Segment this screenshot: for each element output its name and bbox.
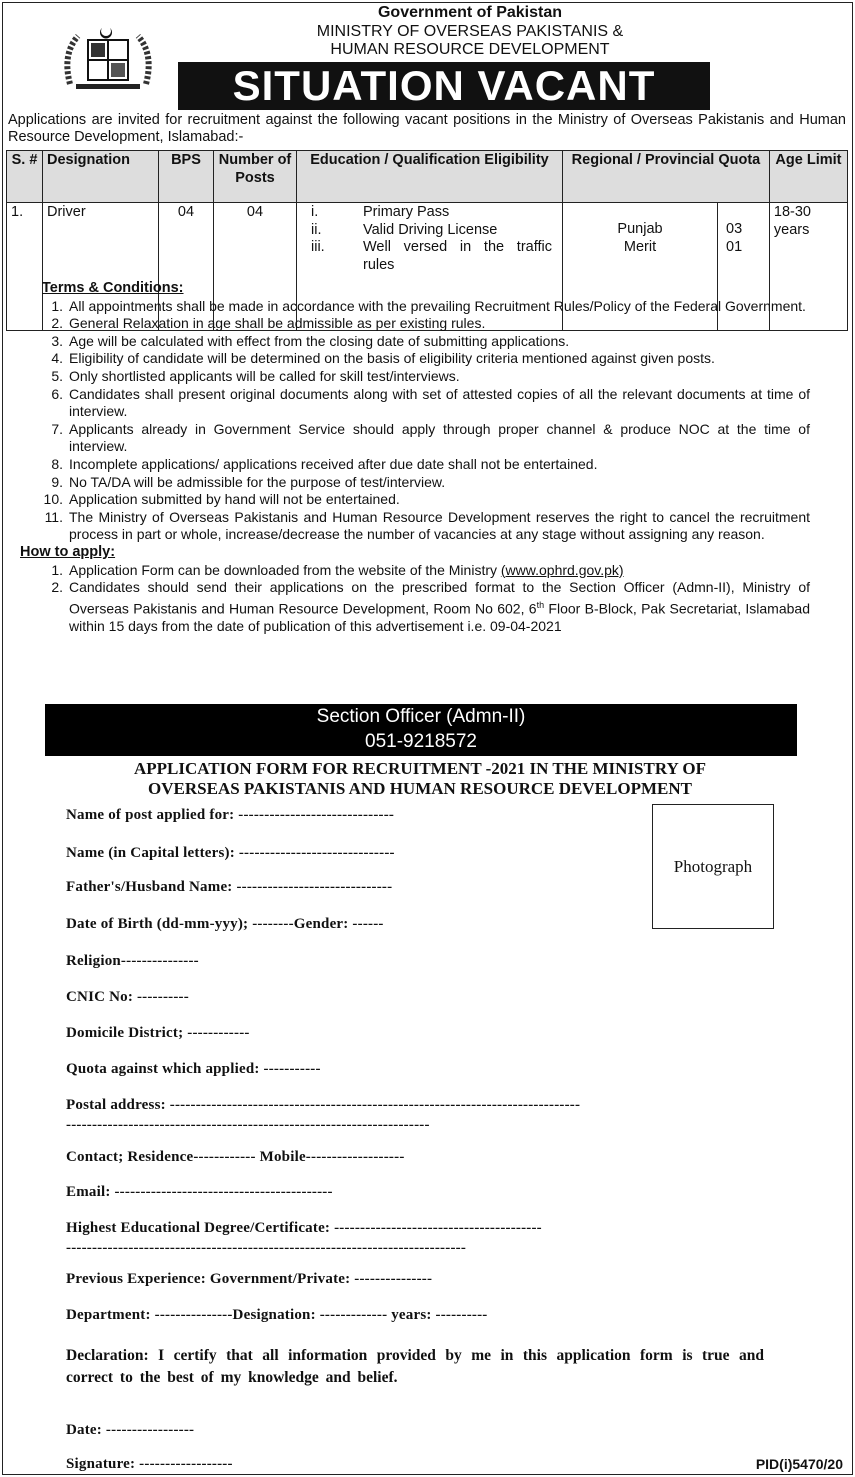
col-sno: S. #	[7, 151, 43, 203]
apply-step-2	[69, 579, 810, 635]
item-number: 6.	[51, 385, 63, 402]
ministry-line-2: HUMAN RESOURCE DEVELOPMENT	[330, 41, 610, 58]
col-education: Education / Qualification Eligibility	[297, 151, 563, 203]
apply-step-1: Application Form can be downloaded from the website of the Ministry	[69, 561, 497, 578]
officer-phone: 051-9218572	[365, 731, 477, 752]
col-bps: BPS	[159, 151, 214, 203]
form-field[interactable]: Email: ------------------------------------------	[66, 1184, 333, 1200]
list-item	[20, 350, 810, 368]
list-item	[20, 421, 810, 456]
item-text: Candidates shall present original documents along with set of attested copies of all the relevant documents at time of interview.	[69, 385, 810, 420]
col-quota: Regional / Provincial Quota	[563, 151, 770, 203]
col-posts: Number of Posts	[214, 151, 297, 203]
superscript: th	[536, 599, 545, 610]
form-field[interactable]: Postal address: -------------------------------------------------------------------------------	[66, 1097, 581, 1113]
list-item: 2. Candidates should send their applications on the prescribed format to the Section Officer (Admn-II), Ministry of Overseas Pakistanis and Human Resource Development, Room No 602, 6th Floor B-Block, Pak Secretariat, Islamabad within 15 days from the date of publication of this advertisement i.e. 09-04-2021	[51, 579, 810, 634]
ministry-line-1: MINISTRY OF OVERSEAS PAKISTANIS &	[316, 23, 624, 40]
col-age: Age Limit	[769, 151, 847, 203]
form-title-line-2: OVERSEAS PAKISTANIS AND HUMAN RESOURCE DEVELOPMENT	[148, 779, 692, 798]
officer-title: Section Officer (Admn-II)	[316, 706, 526, 727]
cell-posts: 04	[214, 203, 297, 331]
form-field[interactable]: Department: ---------------Designation: ------------- years: ----------	[66, 1307, 488, 1323]
item-text: General Relaxation in age shall be admissible as per existing rules.	[69, 315, 486, 332]
situation-vacant-banner: SITUATION VACANT	[178, 62, 710, 110]
list-item	[20, 386, 810, 421]
item-number: 11.	[44, 508, 63, 525]
form-field[interactable]: Previous Experience: Government/Private: ---------------	[66, 1271, 433, 1287]
form-field[interactable]: Name (in Capital letters): ------------------------------	[66, 845, 395, 861]
item-text: Eligibility of candidate will be determined on the basis of eligibility criteria mentioned against given posts.	[69, 350, 715, 367]
cell-sno: 1.	[7, 203, 43, 331]
item-text: Applicants already in Government Service should apply through proper channel & produce NOC at the time of interview.	[69, 420, 810, 455]
form-field[interactable]: Name of post applied for: ------------------------------	[66, 807, 395, 823]
signature-field[interactable]: Signature: ------------------	[66, 1456, 233, 1472]
qual-text: Valid Driving License	[363, 221, 498, 238]
item-number: 10.	[43, 491, 63, 508]
list-item	[20, 491, 810, 509]
item-text: Age will be calculated with effect from the closing date of submitting applications.	[69, 332, 570, 349]
item-text: Only shortlisted applicants will be called for skill test/interviews.	[69, 367, 460, 384]
item-text: Incomplete applications/ applications received after due date shall not be entertained.	[69, 455, 598, 472]
form-field[interactable]: Father's/Husband Name: ------------------------------	[66, 879, 393, 895]
qual-num: ii.	[311, 221, 322, 238]
form-field[interactable]: Date of Birth (dd-mm-yyy); --------Gender: ------	[66, 916, 384, 932]
declaration: Declaration: I certify that all information provided by me in this application form is true and correct to the best of my knowledge and belief.	[66, 1347, 764, 1386]
item-text: All appointments shall be made in accordance with the prevailing Recruitment Rules/Policy of the Federal Government.	[69, 297, 806, 314]
form-field[interactable]: Highest Educational Degree/Certificate: ----------------------------------------	[66, 1220, 542, 1236]
cell-bps: 04	[159, 203, 214, 331]
quota-region: Punjab	[617, 221, 663, 237]
state-emblem-icon	[60, 24, 156, 94]
terms-title: Terms & Conditions:	[42, 280, 184, 296]
item-number: 8.	[51, 455, 63, 472]
form-field[interactable]: Contact; Residence------------ Mobile-------------------	[66, 1149, 405, 1165]
qual-num: iii.	[311, 239, 325, 255]
qual-text: Well versed in the traffic rules	[363, 239, 552, 273]
list-item	[20, 298, 810, 316]
contact-banner	[45, 704, 797, 756]
qual-text: Primary Pass	[363, 204, 450, 220]
col-designation: Designation	[43, 151, 159, 203]
ministry-heading	[170, 23, 770, 59]
intro-text: Applications are invited for recruitment against the following vacant positions in the Ministry of Overseas Pakistanis and Human Resource Development, Islamabad:-	[8, 112, 846, 145]
form-field[interactable]: Quota against which applied: -----------	[66, 1061, 321, 1077]
form-field[interactable]: Domicile District; ------------	[66, 1025, 250, 1041]
cell-designation: Driver	[43, 203, 159, 331]
form-title-line-1: APPLICATION FORM FOR RECRUITMENT -2021 IN THE MINISTRY OF	[133, 759, 707, 778]
form-title	[60, 759, 780, 799]
website-link[interactable]: (www.ophrd.gov.pk)	[500, 561, 624, 578]
apply-step-2b: Floor B-Block, Pak Secretariat, Islamabad within 15 days from the date of publication of this advertisement i.e. 09-04-2021	[69, 600, 810, 634]
form-field[interactable]: CNIC No: ----------	[66, 989, 189, 1005]
pid-number: PID(i)5470/20	[755, 1456, 843, 1472]
quota-count: 03	[726, 221, 743, 237]
item-text: The Ministry of Overseas Pakistanis and Human Resource Development reserves the right to cancel the recruitment process in part or whole, increase/decrease the number of vacancies at any stage without assigning any reason.	[69, 508, 810, 543]
form-field[interactable]: ----------------------------------------------------------------------	[66, 1117, 430, 1133]
table-header-row	[7, 151, 848, 203]
how-to-apply-title: How to apply:	[20, 543, 116, 560]
list-item: 1. Application Form can be downloaded from the website of the Ministry (www.ophrd.gov.pk)	[51, 561, 624, 578]
date-field[interactable]: Date: -----------------	[66, 1422, 195, 1438]
cell-age: 18-30 years	[769, 203, 847, 331]
quota-region: Merit	[623, 238, 657, 255]
item-number: 7.	[51, 420, 63, 437]
item-number: 9.	[51, 473, 63, 490]
item-number: 4.	[51, 350, 63, 367]
item-text: Application submitted by hand will not be entertained.	[69, 491, 400, 508]
item-number: 2.	[51, 315, 63, 332]
item-number: 1.	[51, 297, 63, 314]
list-item	[20, 456, 810, 474]
item-number: 5.	[51, 367, 63, 384]
qual-num: i.	[311, 204, 319, 220]
terms-section	[20, 280, 810, 636]
apply-step-2a: Candidates should send their applications on the prescribed format to the Section Officer (Admn-II), Ministry of Overseas Pakistanis and Human Resource Development, Room No 602, 6	[69, 579, 810, 617]
government-heading: Government of Pakistan	[377, 4, 563, 21]
item-text: No TA/DA will be admissible for the purpose of test/interview.	[69, 473, 446, 490]
form-field[interactable]: Religion---------------	[66, 953, 199, 969]
form-field[interactable]: -----------------------------------------------------------------------------	[66, 1240, 467, 1256]
list-item	[20, 474, 810, 492]
list-item	[20, 368, 810, 386]
list-item	[20, 333, 810, 351]
terms-list	[20, 298, 810, 544]
photograph-box: Photograph	[652, 804, 774, 929]
item-number: 3.	[51, 332, 63, 349]
list-item	[20, 315, 810, 333]
quota-count: 01	[726, 238, 743, 255]
list-item	[20, 509, 810, 544]
